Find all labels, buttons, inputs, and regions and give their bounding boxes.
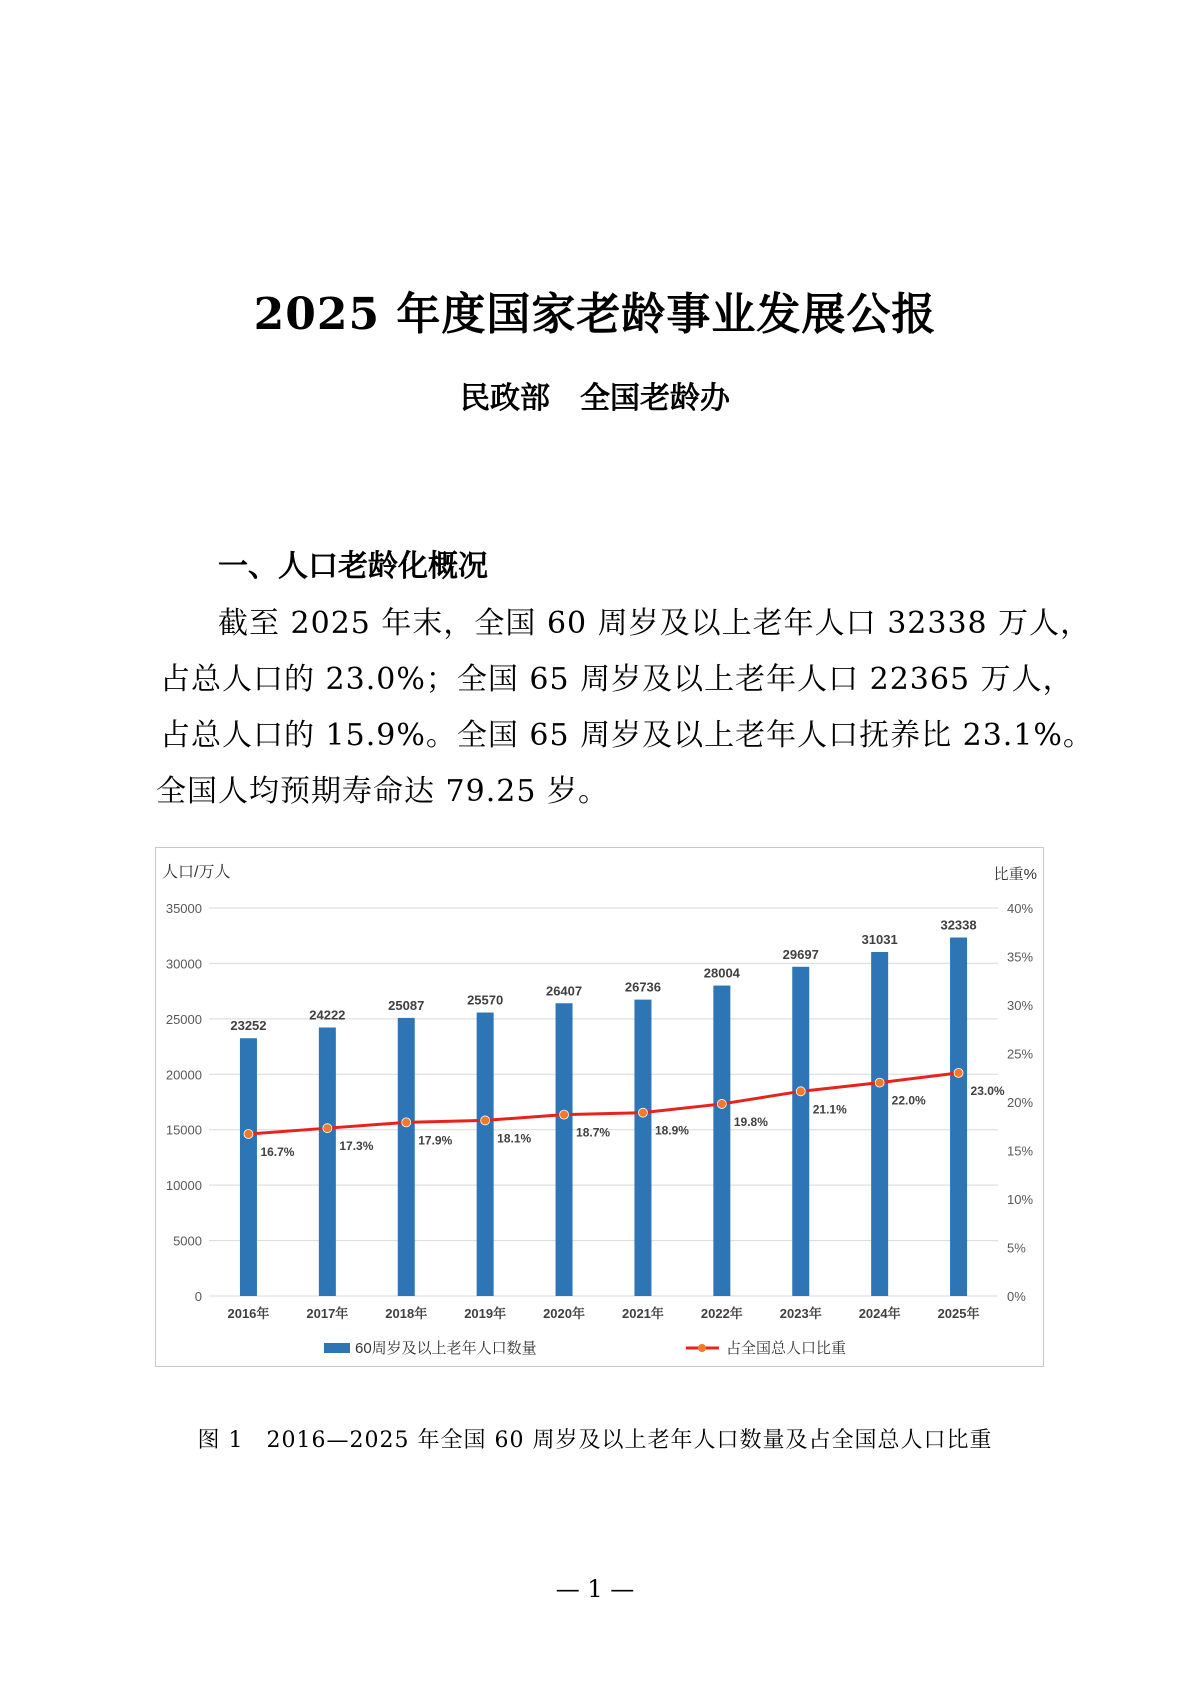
bar [950, 938, 967, 1296]
y-tick-label: 25000 [165, 1011, 202, 1027]
bar-value-label: 23252 [230, 1018, 267, 1034]
ratio-value-label: 18.1% [497, 1131, 532, 1146]
y-tick-label: 10000 [165, 1178, 202, 1194]
chart-canvas [156, 848, 1043, 1366]
page-number: — 1 — [555, 1575, 635, 1603]
x-tick-label: 2017年 [306, 1306, 349, 1321]
y-tick-label: 15000 [165, 1122, 202, 1138]
legend-bar-swatch [324, 1343, 350, 1353]
bar [556, 1003, 573, 1296]
x-tick-label: 2020年 [543, 1306, 586, 1321]
section-heading: 一、人口老龄化概况 [218, 549, 488, 584]
figure-caption: 图 1 2016—2025 年全国 60 周岁及以上老年人口数量及占全国总人口比重 [197, 1428, 993, 1453]
ratio-value-label: 22.0% [891, 1093, 926, 1108]
y2-tick-label: 0% [1007, 1289, 1026, 1304]
bar-value-label: 28004 [703, 965, 740, 981]
legend-line-marker [698, 1344, 706, 1352]
bar-value-label: 25570 [467, 992, 504, 1008]
y-axis-title: 人口/万人 [162, 864, 231, 881]
y2-tick-label: 30% [1007, 998, 1034, 1013]
ratio-point [560, 1110, 569, 1119]
bar [477, 1013, 494, 1296]
ratio-value-label: 21.1% [812, 1102, 847, 1117]
bar-value-label: 26736 [624, 979, 662, 995]
ratio-value-label: 19.8% [733, 1114, 768, 1129]
legend-bar-label: 60周岁及以上老年人口数量 [355, 1340, 537, 1357]
population-chart [155, 847, 1044, 1367]
ratio-value-label: 17.9% [418, 1133, 453, 1148]
bar [398, 1018, 415, 1296]
ratio-point [402, 1118, 411, 1127]
x-tick-label: 2022年 [700, 1306, 743, 1321]
y2-tick-label: 35% [1007, 949, 1034, 965]
ratio-point [638, 1108, 647, 1117]
bar-value-label: 31031 [861, 931, 898, 947]
x-tick-label: 2016年 [227, 1306, 270, 1321]
bar [871, 952, 888, 1296]
y2-tick-label: 25% [1007, 1046, 1034, 1062]
ratio-point [875, 1078, 884, 1087]
ratio-point [796, 1087, 805, 1096]
paragraph-line: 占总人口的 23.0%；全国 65 周岁及以上老年人口 22365 万人， [160, 662, 1074, 697]
bar [713, 986, 730, 1296]
bar-value-label: 24222 [309, 1007, 346, 1023]
y-tick-label: 5000 [173, 1233, 202, 1249]
y-tick-label: 30000 [165, 956, 202, 972]
x-tick-label: 2021年 [621, 1306, 664, 1321]
ratio-point [244, 1130, 253, 1139]
ratio-value-label: 23.0% [970, 1083, 1005, 1098]
x-tick-label: 2018年 [385, 1306, 428, 1321]
x-tick-label: 2019年 [464, 1306, 507, 1321]
y2-tick-label: 20% [1007, 1095, 1034, 1110]
y2-tick-label: 5% [1007, 1240, 1026, 1256]
y2-axis-title: 比重% [993, 866, 1037, 883]
bar-value-label: 32338 [940, 917, 977, 933]
ratio-value-label: 16.7% [260, 1145, 295, 1160]
y2-tick-label: 15% [1007, 1143, 1034, 1159]
bar [240, 1038, 257, 1296]
ratio-value-label: 17.3% [339, 1139, 374, 1154]
bar [319, 1027, 336, 1296]
y-tick-label: 0 [194, 1289, 202, 1304]
bar [792, 967, 809, 1296]
document-subtitle: 民政部 全国老龄办 [460, 381, 730, 416]
bar-value-label: 25087 [388, 997, 425, 1013]
x-tick-label: 2024年 [858, 1306, 901, 1321]
ratio-value-label: 18.9% [654, 1123, 689, 1138]
paragraph-line: 全国人均预期寿命达 79.25 岁。 [156, 774, 609, 809]
ratio-value-label: 18.7% [576, 1125, 611, 1140]
ratio-point [481, 1116, 490, 1125]
bar-value-label: 26407 [545, 983, 583, 999]
y2-tick-label: 10% [1007, 1192, 1034, 1207]
y-tick-label: 20000 [165, 1067, 202, 1083]
bar-value-label: 29697 [782, 946, 819, 962]
ratio-point [717, 1099, 726, 1108]
x-tick-label: 2025年 [937, 1306, 980, 1321]
paragraph-line: 占总人口的 15.9%。全国 65 周岁及以上老年人口抚养比 23.1%。 [160, 718, 1094, 753]
bar [634, 1000, 651, 1296]
legend-line-label: 占全国总人口比重 [726, 1340, 847, 1357]
paragraph-line: 截至 2025 年末，全国 60 周岁及以上老年人口 32338 万人， [218, 606, 1092, 641]
y2-tick-label: 40% [1007, 901, 1034, 916]
y-tick-label: 35000 [165, 901, 202, 916]
document-title: 2025 年度国家老龄事业发展公报 [253, 289, 937, 340]
ratio-point [323, 1124, 332, 1133]
ratio-point [954, 1068, 963, 1077]
x-tick-label: 2023年 [779, 1306, 822, 1321]
